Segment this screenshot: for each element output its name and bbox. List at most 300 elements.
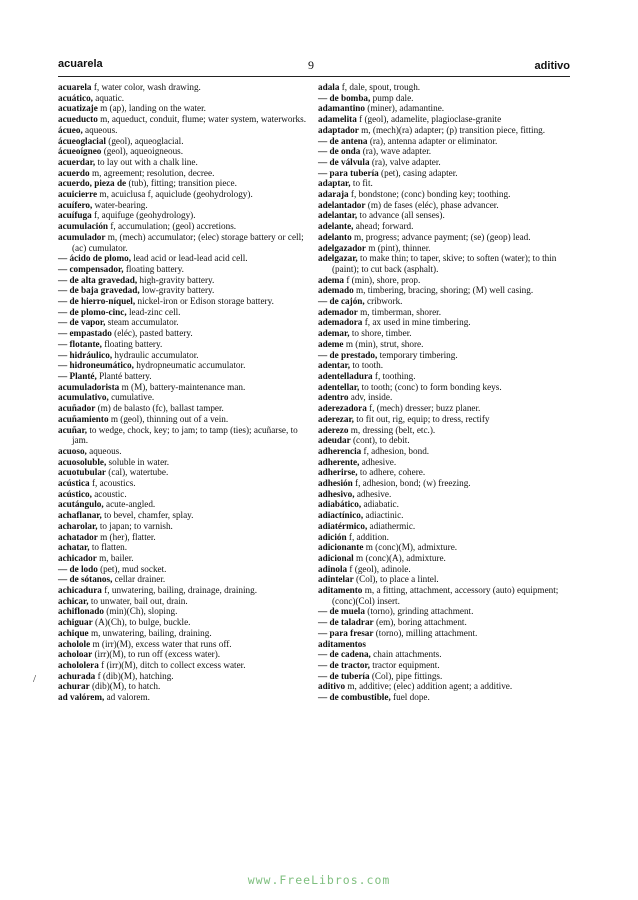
entry-headword: achicadura bbox=[58, 585, 102, 596]
dictionary-entry bbox=[58, 649, 309, 660]
entry-definition: aquatic. bbox=[92, 92, 125, 103]
entry-definition: (tub), fitting; transition piece. bbox=[126, 178, 237, 189]
entry-headword: acueducto bbox=[58, 114, 98, 125]
dictionary-entry bbox=[318, 617, 569, 628]
entry-definition: fuel dope. bbox=[390, 692, 430, 703]
dictionary-entry bbox=[58, 328, 309, 339]
entry-definition: f (irr)(M), ditch to collect excess water. bbox=[98, 659, 246, 670]
entry-definition: soluble in water. bbox=[106, 456, 170, 467]
entry-headword: adentelladura bbox=[318, 370, 373, 381]
dictionary-entry bbox=[58, 532, 309, 543]
dictionary-entry bbox=[58, 103, 309, 114]
entry-headword: acústico, bbox=[58, 488, 92, 499]
entry-definition: m, timbering, bracing, shoring; (M) well casing. bbox=[353, 285, 534, 296]
entry-headword: — hidráulico, bbox=[58, 349, 113, 360]
entry-definition: (eléc), pasted battery. bbox=[111, 328, 193, 339]
entry-definition: nickel-iron or Edison storage battery. bbox=[135, 296, 274, 307]
dictionary-entry bbox=[318, 93, 569, 104]
dictionary-entry bbox=[58, 178, 309, 189]
entry-headword: achiguar bbox=[58, 617, 93, 628]
entry-headword: adala bbox=[318, 82, 340, 92]
entry-definition: m (conc)(M), admixture. bbox=[363, 542, 458, 553]
dictionary-entry bbox=[318, 360, 569, 371]
entry-definition: adhesive. bbox=[354, 488, 392, 499]
entry-headword: adentar, bbox=[318, 360, 351, 371]
entry-headword: aditivo bbox=[318, 681, 346, 692]
entry-headword: — de prestado, bbox=[318, 349, 378, 360]
dictionary-entry bbox=[58, 82, 309, 93]
entry-headword: aderezadora bbox=[318, 403, 367, 414]
entry-headword: aderezar, bbox=[318, 413, 354, 424]
dictionary-entry bbox=[58, 606, 309, 617]
entry-headword: acuñador bbox=[58, 403, 96, 414]
entry-headword: — de cadena, bbox=[318, 649, 371, 660]
dictionary-entry bbox=[58, 114, 309, 125]
dictionary-entry bbox=[318, 606, 569, 617]
entry-definition: f, accumulation; (geol) accretions. bbox=[108, 221, 237, 232]
dictionary-entry bbox=[318, 392, 569, 403]
entry-definition: steam accumulator. bbox=[105, 317, 179, 328]
dictionary-entry bbox=[58, 168, 309, 179]
dictionary-entry bbox=[58, 457, 309, 468]
entry-definition: aqueous. bbox=[86, 445, 122, 456]
entry-definition: f, water color, wash drawing. bbox=[91, 82, 201, 92]
dictionary-entry bbox=[58, 146, 309, 157]
entry-definition: m, progress; advance payment; (se) (geop) lead. bbox=[351, 231, 531, 242]
margin-mark: / bbox=[33, 673, 37, 685]
dictionary-entry bbox=[318, 660, 569, 671]
dictionary-entry bbox=[318, 403, 569, 414]
dictionary-entry bbox=[318, 114, 569, 125]
dictionary-entry bbox=[318, 221, 569, 232]
dictionary-entry bbox=[58, 350, 309, 361]
entry-definition: f, dale, spout, trough. bbox=[339, 82, 421, 92]
entry-headword: acuarela bbox=[58, 82, 92, 92]
entry-headword: — de alta gravedad, bbox=[58, 274, 138, 285]
header-rule bbox=[58, 76, 570, 77]
entry-headword: adicional bbox=[318, 552, 354, 563]
dictionary-entry bbox=[58, 307, 309, 318]
dictionary-entry bbox=[318, 521, 569, 532]
entry-headword: adentro bbox=[318, 392, 349, 403]
entry-definition: m, unwatering, bailing, draining. bbox=[88, 627, 212, 638]
entry-headword: adeudar bbox=[318, 435, 351, 446]
entry-headword: adamelita bbox=[318, 114, 357, 125]
entry-definition: pump dale. bbox=[370, 92, 414, 103]
entry-headword: adherirse, bbox=[318, 467, 358, 478]
dictionary-entry bbox=[58, 489, 309, 500]
entry-definition: m (geol), thinning out of a vein. bbox=[108, 413, 229, 424]
entry-definition: (torno), milling attachment. bbox=[373, 627, 478, 638]
entry-definition: m, acuiclusa f, aquiclude (geohydrology). bbox=[97, 189, 253, 200]
entry-headword: adintelar bbox=[318, 574, 354, 585]
entry-headword: adherencia bbox=[318, 445, 362, 456]
dictionary-entry bbox=[58, 157, 309, 168]
dictionary-entry bbox=[58, 617, 309, 628]
dictionary-entry bbox=[58, 521, 309, 532]
entry-headword: acuífuga bbox=[58, 210, 92, 221]
entry-definition: (A)(Ch), to bulge, buckle. bbox=[92, 617, 191, 628]
dictionary-entry bbox=[58, 467, 309, 478]
entry-definition: cumulative. bbox=[108, 392, 155, 403]
dictionary-entry bbox=[58, 628, 309, 639]
entry-definition: m, agreement; resolution, decree. bbox=[89, 167, 215, 178]
dictionary-entry bbox=[318, 435, 569, 446]
entry-headword: ácueo, bbox=[58, 124, 83, 135]
entry-headword: — de vapor, bbox=[58, 317, 106, 328]
entry-headword: adelante, bbox=[318, 221, 354, 232]
entry-headword: ademador bbox=[318, 306, 358, 317]
dictionary-entry bbox=[58, 692, 309, 703]
entry-headword: acuosoluble, bbox=[58, 456, 107, 467]
entry-headword: — de tractor, bbox=[318, 659, 370, 670]
entry-headword: aderezo bbox=[318, 424, 349, 435]
dictionary-entry bbox=[318, 136, 569, 147]
dictionary-entry bbox=[318, 232, 569, 243]
dictionary-entry bbox=[318, 350, 569, 361]
entry-headword: acutángulo, bbox=[58, 499, 104, 510]
entry-definition: (geol), aqueoglacial. bbox=[105, 135, 184, 146]
entry-headword: adiactínico, bbox=[318, 510, 364, 521]
footer-watermark: www.FreeLibros.com bbox=[247, 873, 391, 887]
entry-definition: (cal), watertube. bbox=[106, 467, 169, 478]
entry-definition: chain attachments. bbox=[370, 649, 442, 660]
dictionary-entry bbox=[318, 82, 569, 93]
entry-definition: floating battery. bbox=[101, 338, 163, 349]
dictionary-entry bbox=[58, 339, 309, 350]
entry-definition: m, additive; (elec) addition agent; a additive. bbox=[345, 681, 513, 692]
dictionary-entry bbox=[58, 553, 309, 564]
entry-headword: achaflanar, bbox=[58, 510, 102, 521]
entry-headword: achique bbox=[58, 627, 89, 638]
dictionary-entry bbox=[318, 499, 569, 510]
dictionary-entry bbox=[318, 178, 569, 189]
entry-definition: to flatten. bbox=[89, 542, 128, 553]
entry-headword: achatar, bbox=[58, 542, 90, 553]
entry-headword: acuñar, bbox=[58, 424, 88, 435]
dictionary-entry bbox=[318, 168, 569, 179]
dictionary-entry bbox=[58, 446, 309, 457]
entry-definition: acoustic. bbox=[91, 488, 127, 499]
entry-definition: m, dressing (belt, etc.). bbox=[348, 424, 436, 435]
entry-definition: (ra), wave adapter. bbox=[360, 146, 432, 157]
entry-definition: f, (mech) dresser; buzz planer. bbox=[366, 403, 481, 414]
entry-definition: to tooth; (conc) to form bonding keys. bbox=[359, 381, 502, 392]
dictionary-entry bbox=[318, 649, 569, 660]
dictionary-entry bbox=[58, 136, 309, 147]
dictionary-entry bbox=[318, 532, 569, 543]
entry-headword: adelantador bbox=[318, 199, 366, 210]
entry-headword: — para tubería bbox=[318, 167, 379, 178]
entry-headword: adema bbox=[318, 274, 345, 285]
entry-headword: ademar, bbox=[318, 328, 350, 339]
entry-definition: to make thin; to taper, skive; to soften (water); to thin (paint); to cut back (asphalt). bbox=[332, 253, 557, 274]
entry-headword: adhesivo, bbox=[318, 488, 355, 499]
dictionary-entry bbox=[58, 564, 309, 575]
entry-headword: adaraja bbox=[318, 189, 349, 200]
entry-headword: — compensador, bbox=[58, 263, 124, 274]
entry-definition: to bevel, chamfer, splay. bbox=[101, 510, 194, 521]
entry-definition: m, (mech) accumulator; (elec) storage battery or cell; (ac) cumulator. bbox=[72, 231, 304, 253]
entry-headword: acholole bbox=[58, 638, 91, 649]
dictionary-entry bbox=[318, 157, 569, 168]
entry-headword: adaptar, bbox=[318, 178, 351, 189]
dictionary-entry bbox=[318, 467, 569, 478]
entry-definition: f, addition. bbox=[346, 531, 389, 542]
dictionary-entry bbox=[318, 457, 569, 468]
entry-definition: low-gravity battery. bbox=[139, 285, 215, 296]
dictionary-entry bbox=[318, 382, 569, 393]
dictionary-entry bbox=[318, 296, 569, 307]
dictionary-entry bbox=[58, 510, 309, 521]
entry-definition: adiathermic. bbox=[367, 520, 416, 531]
entry-definition: f, ax used in mine timbering. bbox=[362, 317, 471, 328]
dictionary-entry bbox=[318, 681, 569, 692]
dictionary-entry bbox=[318, 243, 569, 254]
dictionary-entry bbox=[318, 446, 569, 457]
left-column bbox=[58, 82, 309, 703]
entry-headword: acholoar bbox=[58, 649, 93, 660]
dictionary-entry bbox=[318, 585, 569, 606]
entry-definition: (ra), valve adapter. bbox=[369, 156, 441, 167]
dictionary-entry bbox=[318, 253, 569, 274]
entry-definition: (pet), casing adapter. bbox=[378, 167, 458, 178]
entry-definition: adv, inside. bbox=[348, 392, 393, 403]
entry-definition: f (min), shore, prop. bbox=[344, 274, 421, 285]
entry-definition: m, aqueduct, conduit, flume; water system, waterworks. bbox=[97, 114, 307, 125]
entry-definition: m (irr)(M), excess water that runs off. bbox=[90, 638, 232, 649]
dictionary-entry bbox=[58, 253, 309, 264]
entry-definition: m (min), strut, shore. bbox=[343, 338, 424, 349]
dictionary-entry bbox=[318, 146, 569, 157]
dictionary-entry bbox=[318, 489, 569, 500]
entry-definition: aqueous. bbox=[82, 124, 118, 135]
dictionary-entry bbox=[318, 414, 569, 425]
entry-headword: — empastado bbox=[58, 328, 112, 339]
entry-definition: (torno), grinding attachment. bbox=[364, 606, 474, 617]
entry-definition: m, timberman, shorer. bbox=[357, 306, 441, 317]
entry-headword: adelgazar, bbox=[318, 253, 358, 264]
dictionary-entry bbox=[318, 639, 569, 650]
entry-headword: acústica bbox=[58, 478, 90, 489]
entry-definition: m (conc)(A), admixture. bbox=[353, 552, 446, 563]
dictionary-entry bbox=[318, 200, 569, 211]
entry-definition: f, adhesion, bond. bbox=[361, 445, 430, 456]
dictionary-entry bbox=[318, 189, 569, 200]
entry-headword: — de hierro-níquel, bbox=[58, 296, 136, 307]
entry-headword: adhesión bbox=[318, 478, 353, 489]
entry-headword: ademadora bbox=[318, 317, 363, 328]
entry-headword: acuífero, bbox=[58, 199, 93, 210]
entry-headword: adicionante bbox=[318, 542, 364, 553]
entry-headword: adiatérmico, bbox=[318, 520, 368, 531]
dictionary-entry bbox=[318, 425, 569, 436]
entry-headword: — de combustible, bbox=[318, 692, 391, 703]
dictionary-entry bbox=[58, 360, 309, 371]
entry-headword: adaptador bbox=[318, 124, 359, 135]
dictionary-entry bbox=[58, 382, 309, 393]
dictionary-entry bbox=[58, 414, 309, 425]
entry-headword: adición bbox=[318, 531, 347, 542]
dictionary-entry bbox=[318, 692, 569, 703]
entry-headword: adamantino bbox=[318, 103, 365, 114]
dictionary-entry bbox=[58, 125, 309, 136]
entry-headword: adelantar, bbox=[318, 210, 358, 221]
entry-definition: (m) de balasto (fc), ballast tamper. bbox=[95, 403, 224, 414]
entry-definition: f, toothing. bbox=[372, 370, 416, 381]
page-header bbox=[58, 58, 570, 74]
entry-headword: — de plomo-cinc, bbox=[58, 306, 127, 317]
entry-definition: cribwork. bbox=[364, 296, 403, 307]
dictionary-entry bbox=[58, 264, 309, 275]
entry-definition: (geol), aqueoigneous. bbox=[101, 146, 184, 157]
entry-definition: lead-zinc cell. bbox=[126, 306, 181, 317]
entry-definition: f, unwatering, bailing, drainage, draining. bbox=[101, 585, 258, 596]
entry-headword: — de lodo bbox=[58, 563, 98, 574]
entry-definition: hydraulic accumulator. bbox=[112, 349, 199, 360]
entry-headword: — de taladrar bbox=[318, 617, 374, 628]
entry-headword: — ácido de plomo, bbox=[58, 253, 131, 264]
entry-definition: to lay out with a chalk line. bbox=[95, 156, 198, 167]
dictionary-entry bbox=[58, 681, 309, 692]
entry-headword: — de sótanos, bbox=[58, 574, 113, 585]
entry-definition: adhesive. bbox=[359, 456, 397, 467]
entry-headword: acumulador bbox=[58, 231, 106, 242]
entry-definition: hydropneumatic accumulator. bbox=[133, 360, 246, 371]
entry-headword: achurar bbox=[58, 681, 90, 692]
dictionary-entry bbox=[58, 317, 309, 328]
page-number: 9 bbox=[308, 58, 314, 72]
dictionary-entry bbox=[58, 499, 309, 510]
dictionary-entry bbox=[58, 275, 309, 286]
dictionary-entry bbox=[58, 189, 309, 200]
dictionary-entry bbox=[318, 574, 569, 585]
entry-headword: — hidroneumático, bbox=[58, 360, 134, 371]
entry-headword: adentellar, bbox=[318, 381, 360, 392]
dictionary-entry bbox=[318, 125, 569, 136]
entry-headword: ácueoígneo bbox=[58, 146, 102, 157]
entry-headword: acharolar, bbox=[58, 520, 98, 531]
entry-headword: — de válvula bbox=[318, 156, 370, 167]
entry-headword: acumulativo, bbox=[58, 392, 109, 403]
entry-definition: to shore, timber. bbox=[349, 328, 412, 339]
dictionary-entry bbox=[318, 317, 569, 328]
entry-headword: acuotubular bbox=[58, 467, 106, 478]
dictionary-entry bbox=[318, 103, 569, 114]
dictionary-entry bbox=[318, 542, 569, 553]
entry-definition: (Col), pipe fittings. bbox=[369, 670, 443, 681]
dictionary-entry bbox=[58, 403, 309, 414]
entry-definition: (ra), antenna adapter or eliminator. bbox=[367, 135, 498, 146]
entry-definition: (irr)(M), to run off (excess water). bbox=[92, 649, 221, 660]
dictionary-entry bbox=[318, 339, 569, 350]
entry-headword: — Planté, bbox=[58, 370, 97, 381]
entry-definition: (dib)(M), to hatch. bbox=[89, 681, 161, 692]
entry-definition: lead acid or lead-lead acid cell. bbox=[131, 253, 248, 264]
entry-definition: (Col), to place a lintel. bbox=[353, 574, 439, 585]
dictionary-entry bbox=[58, 200, 309, 211]
entry-headword: ácueoglacial bbox=[58, 135, 106, 146]
entry-headword: adelanto bbox=[318, 231, 352, 242]
left-running-head: acuarela bbox=[58, 58, 103, 70]
dictionary-entry bbox=[318, 671, 569, 682]
entry-headword: acuicierre bbox=[58, 189, 98, 200]
entry-headword: — de antena bbox=[318, 135, 368, 146]
entry-definition: m, bailer. bbox=[96, 552, 134, 563]
entry-headword: — para fresar bbox=[318, 627, 374, 638]
entry-definition: m, (mech)(ra) adapter; (p) transition piece, fitting. bbox=[358, 124, 546, 135]
dictionary-entry bbox=[58, 639, 309, 650]
entry-definition: f, bondstone; (conc) bonding key; toothing. bbox=[348, 189, 511, 200]
dictionary-entry bbox=[318, 628, 569, 639]
entry-headword: acuatizaje bbox=[58, 103, 98, 114]
dictionary-entry bbox=[58, 574, 309, 585]
entry-definition: floating battery. bbox=[123, 263, 184, 274]
dictionary-entry bbox=[318, 328, 569, 339]
entry-definition: (pet), mud socket. bbox=[97, 563, 167, 574]
entry-headword: acuerdar, bbox=[58, 156, 96, 167]
entry-definition: m (M), battery-maintenance man. bbox=[119, 381, 246, 392]
entry-definition: f, acoustics. bbox=[89, 478, 136, 489]
entry-definition: to japan; to varnish. bbox=[97, 520, 173, 531]
entry-definition: temporary timbering. bbox=[377, 349, 458, 360]
entry-headword: adinola bbox=[318, 563, 348, 574]
entry-definition: (cont), to debit. bbox=[350, 435, 410, 446]
entry-definition: adiactinic. bbox=[363, 510, 404, 521]
entry-headword: adherente, bbox=[318, 456, 360, 467]
entry-headword: achiflonado bbox=[58, 606, 104, 617]
dictionary-entry bbox=[58, 596, 309, 607]
entry-headword: aditamento bbox=[318, 585, 363, 596]
entry-definition: (min)(Ch), sloping. bbox=[103, 606, 178, 617]
dictionary-entry bbox=[318, 371, 569, 382]
dictionary-entry bbox=[58, 285, 309, 296]
entry-headword: — flotante, bbox=[58, 338, 102, 349]
entry-definition: ahead; forward. bbox=[353, 221, 414, 232]
entry-definition: (miner), adamantine. bbox=[364, 103, 445, 114]
entry-definition: high-gravity battery. bbox=[137, 274, 215, 285]
entry-definition: to tooth. bbox=[350, 360, 384, 371]
entry-definition: to fit. bbox=[350, 178, 373, 189]
entry-headword: achicador bbox=[58, 552, 97, 563]
entry-definition: adiabatic. bbox=[361, 499, 399, 510]
entry-headword: — de tubería bbox=[318, 670, 370, 681]
entry-headword: adiabático, bbox=[318, 499, 362, 510]
dictionary-entry bbox=[58, 232, 309, 253]
right-running-head: aditivo bbox=[534, 60, 570, 72]
dictionary-entry bbox=[58, 425, 309, 446]
entry-headword: — de bomba, bbox=[318, 92, 371, 103]
dictionary-entry bbox=[318, 478, 569, 489]
entry-definition: f (geol), adinole. bbox=[347, 563, 411, 574]
entry-headword: — de muela bbox=[318, 606, 365, 617]
entry-headword: acuerdo bbox=[58, 167, 90, 178]
dictionary-entry bbox=[318, 564, 569, 575]
dictionary-entry bbox=[58, 585, 309, 596]
dictionary-entry bbox=[318, 553, 569, 564]
entry-headword: acumuladorista bbox=[58, 381, 120, 392]
entry-headword: achicar, bbox=[58, 595, 89, 606]
entry-headword: acuático, bbox=[58, 92, 93, 103]
entry-definition: f, adhesion, bond; (w) freezing. bbox=[352, 478, 471, 489]
right-column bbox=[318, 82, 569, 703]
entry-headword: — de baja gravedad, bbox=[58, 285, 140, 296]
entry-definition: to adhere, cohere. bbox=[357, 467, 426, 478]
entry-definition: acute-angled. bbox=[103, 499, 156, 510]
entry-definition: f (dib)(M), hatching. bbox=[95, 670, 174, 681]
entry-definition: to fit out, rig, equip; to dress, rectify bbox=[353, 413, 490, 424]
entry-definition: to wedge, chock, key; to jam; to tamp (ties); acuñarse, to jam. bbox=[72, 424, 298, 446]
